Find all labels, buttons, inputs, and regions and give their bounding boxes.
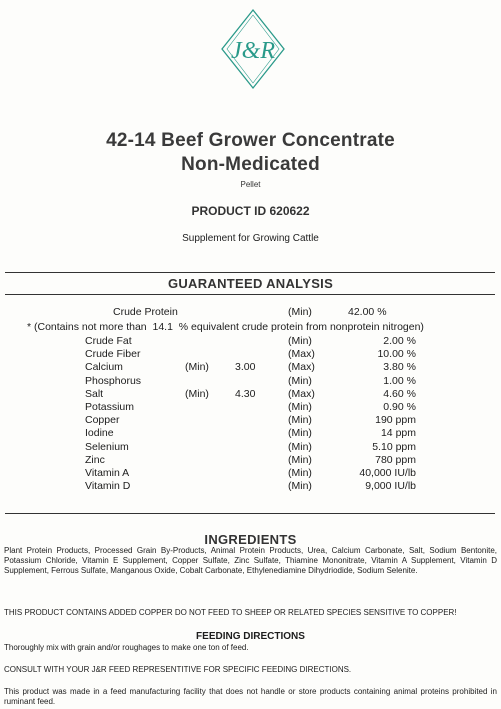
feeding-directions-heading: FEEDING DIRECTIONS [196,631,305,642]
analysis-row [0,388,501,401]
nutrient-qualifier: (Min) [288,453,312,466]
ingredients-text: Plant Protein Products, Processed Grain By-Products, Animal Protein Products, Urea, Calcium Carbonate, Salt, Sodium Bentonite, Potassium Chloride, Vitamin E Supplement, Copper Sulfate, Zinc Sulfate, Thiamine Mononitrate, Vitamin A Supplement, Vitamin D Supplement, Ferrous Sulfate, Manganous Oxide, Cobalt Carbonate, Ethylenediamine Dihydriodide, Sodium Selenite. [4,546,497,575]
nutrient-value: 10.00 % [377,348,416,361]
product-id: PRODUCT ID 620622 [191,204,310,218]
diamond-logo-icon [220,8,286,90]
nutrient-value: 0.90 % [383,401,416,413]
nutrient-value: 2.00 % [383,335,416,347]
feeding-line-2: CONSULT WITH YOUR J&R FEED REPRESENTITIVE FOR SPECIFIC FEEDING DIRECTIONS. [4,665,352,674]
nutrient-qualifier: (Max) [288,348,315,361]
nutrient-name: Vitamin D [85,480,131,493]
divider [5,272,495,273]
nutrient-name: Copper [85,414,120,427]
analysis-row [0,401,501,414]
divider [5,513,495,514]
min-value: 4.30 [235,387,256,400]
npn-note [27,321,424,333]
analysis-row [0,414,501,427]
nutrient-qualifier: (Min) [288,374,312,387]
nutrient-name: Phosphorus [85,374,142,387]
guaranteed-analysis-heading: GUARANTEED ANALYSIS [167,276,334,291]
nutrient-name: Crude Fat [85,335,132,347]
product-title-line1: 42-14 Beef Grower Concentrate [106,130,395,151]
product-title-line2: Non-Medicated [181,154,320,175]
analysis-row [0,441,501,454]
copper-warning: THIS PRODUCT CONTAINS ADDED COPPER DO NOT FEED TO SHEEP OR RELATED SPECIES SENSITIVE TO COPPER! [4,608,457,617]
nutrient-value: 14 ppm [380,427,416,440]
facility-statement: This product was made in a feed manufacturing facility that does not handle or store products containing animal proteins prohibited in ruminant feed. [4,687,497,706]
analysis-row [0,361,501,374]
nutrient-qualifier: (Min) [288,401,312,413]
nutrient-qualifier: (Max) [288,361,315,374]
divider [5,294,495,295]
product-form: Pellet [240,180,261,189]
nutrient-value: 1.00 % [383,374,416,387]
nutrient-value: 780 ppm [375,453,416,466]
analysis-row [0,335,501,348]
feeding-line-1: Thoroughly mix with grain and/or roughages to make one ton of feed. [4,643,249,652]
nutrient-name: Iodine [85,427,114,440]
note-prefix: * (Contains not more than [27,321,147,333]
nutrient-name: Crude Protein [113,306,178,318]
nutrient-qualifier: (Max) [288,387,315,400]
logo-text: J&R [231,38,275,64]
nutrient-qualifier: (Min) [288,306,312,318]
analysis-row [0,480,501,493]
nutrient-value: 42.00 % [348,306,387,318]
nutrient-value: 40,000 IU/lb [359,467,416,479]
nutrient-name: Calcium [85,361,123,374]
nutrient-name: Crude Fiber [85,348,141,361]
nutrient-value: 5.10 ppm [372,440,416,453]
nutrient-qualifier: (Min) [288,467,312,479]
nutrient-name: Zinc [85,453,105,466]
analysis-row-crude-protein [0,306,501,319]
nutrient-qualifier: (Min) [288,414,312,427]
analysis-row [0,375,501,388]
nutrient-qualifier: (Min) [288,440,312,453]
nutrient-name: Selenium [85,440,129,453]
analysis-row [0,427,501,440]
nutrient-value: 4.60 % [383,387,416,400]
analysis-row [0,348,501,361]
jr-logo [220,8,286,90]
nutrient-name: Salt [85,387,104,400]
nutrient-qualifier: (Min) [288,335,312,347]
nutrient-qualifier: (Min) [288,427,312,440]
min-qualifier: (Min) [185,361,209,374]
nutrient-qualifier: (Min) [288,480,312,493]
supplement-label: Supplement for Growing Cattle [182,233,319,244]
note-number: 14.1 [152,321,173,333]
nutrient-name: Vitamin A [85,467,130,479]
analysis-row [0,454,501,467]
nutrient-value: 190 ppm [375,414,416,427]
nutrient-value: 9,000 IU/lb [365,480,416,493]
ingredients-heading: INGREDIENTS [204,532,297,547]
nutrient-name: Potassium [85,401,135,413]
min-value: 3.00 [235,361,256,374]
nutrient-value: 3.80 % [383,361,416,374]
analysis-row [0,467,501,480]
note-suffix: % equivalent crude protein from nonprotein nitrogen) [178,321,424,333]
min-qualifier: (Min) [185,387,209,400]
